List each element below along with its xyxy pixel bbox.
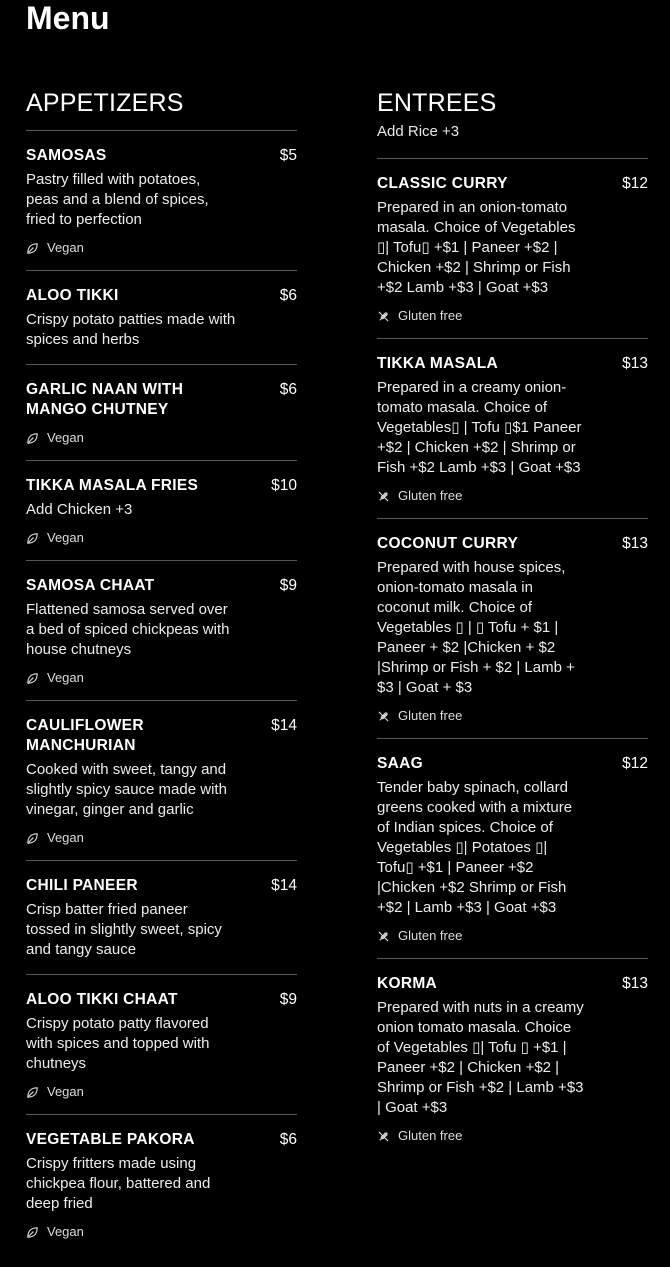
- dietary-tag: [377, 488, 648, 504]
- dietary-tag-label: Vegan: [47, 1224, 84, 1239]
- menu-item-name: COCONUT CURRY: [377, 535, 519, 552]
- menu-item-header: [26, 476, 297, 496]
- menu-item-description: Flattened samosa served over a bed of spiced chickpeas with house chutneys: [26, 601, 230, 658]
- page-title: Menu: [26, 0, 110, 36]
- dietary-tag-label: Gluten free: [398, 708, 463, 723]
- dietary-tag-label: Gluten free: [398, 488, 463, 503]
- menu-item-price: $14: [271, 877, 297, 894]
- menu-item: [377, 958, 648, 1158]
- menu-item-price: $12: [622, 755, 648, 772]
- menu-item-name: SAMOSA CHAAT: [26, 577, 155, 594]
- dietary-tag: [377, 928, 648, 944]
- leaf-icon: [26, 242, 47, 255]
- dietary-tag: [377, 308, 648, 324]
- menu-item-price: $13: [622, 355, 648, 372]
- menu-item-price: $14: [271, 717, 297, 734]
- menu-item-name: CHILI PANEER: [26, 877, 138, 894]
- menu-item-price: $5: [279, 147, 297, 164]
- leaf-icon: [26, 532, 47, 545]
- menu-item: [26, 700, 297, 860]
- menu-item-name: ALOO TIKKI: [26, 287, 119, 304]
- dietary-tag: [26, 670, 297, 686]
- menu-item-name: CAULIFLOWER MANCHURIAN: [26, 717, 144, 754]
- menu-item-description: Cooked with sweet, tangy and slightly spicy sauce made with vinegar, ginger and garlic: [26, 761, 227, 818]
- menu-item: [26, 130, 297, 270]
- leaf-icon: [26, 432, 47, 445]
- menu-item-name: KORMA: [377, 975, 438, 992]
- dietary-tag: [26, 530, 297, 546]
- menu-item-description: Crispy potato patty flavored with spices and topped with chutneys: [26, 1015, 210, 1072]
- menu-item-name: GARLIC NAAN WITH MANGO CHUTNEY: [26, 381, 184, 418]
- menu-item-description: Crisp batter fried paneer tossed in slightly sweet, spicy and tangy sauce: [26, 901, 222, 958]
- dietary-tag: [26, 430, 297, 446]
- menu-item-name: TIKKA MASALA: [377, 355, 498, 372]
- no-wheat-icon: [377, 490, 398, 503]
- menu-item: [26, 860, 297, 974]
- menu-item-header: [377, 354, 648, 374]
- menu-item-description: Prepared in an onion-tomato masala. Choice of Vegetables ▯| Tofu▯ +$1 | Paneer +$2 | Chicken +$2 | Shrimp or Fish +$2 Lamb +$3 | Goat +$3: [377, 199, 576, 296]
- section-note: Add Rice +3: [377, 123, 460, 140]
- no-wheat-icon: [377, 930, 398, 943]
- menu-item-header: [26, 716, 297, 756]
- menu-item-price: $9: [279, 577, 297, 594]
- section-title: APPETIZERS: [26, 89, 184, 117]
- dietary-tag: [26, 1084, 297, 1100]
- leaf-icon: [26, 1226, 47, 1239]
- menu-item-header: [377, 534, 648, 554]
- menu-item: [26, 560, 297, 700]
- appetizers-section: [26, 86, 297, 1254]
- menu-item-description: Tender baby spinach, collard greens cooked with a mixture of Indian spices. Choice of Vegetables ▯| Potatoes ▯| Tofu▯ +$1 | Paneer +$2 |Chicken +$2 Shrimp or Fish +$2 | Lamb +$3 | Goat +$3: [377, 779, 573, 916]
- menu-item-name: SAMOSAS: [26, 147, 107, 164]
- menu-item: [377, 158, 648, 338]
- leaf-icon: [26, 1086, 47, 1099]
- dietary-tag: [26, 1224, 297, 1240]
- menu-item-price: $6: [279, 381, 297, 398]
- no-wheat-icon: [377, 710, 398, 723]
- dietary-tag-label: Gluten free: [398, 928, 463, 943]
- dietary-tag-label: Gluten free: [398, 308, 463, 323]
- no-wheat-icon: [377, 1130, 398, 1143]
- menu-item-name: VEGETABLE PAKORA: [26, 1131, 195, 1148]
- menu-item: [377, 518, 648, 738]
- menu-item-header: [377, 974, 648, 994]
- dietary-tag-label: Vegan: [47, 830, 84, 845]
- menu-item-description: Prepared with nuts in a creamy onion tomato masala. Choice of Vegetables ▯| Tofu ▯ +$1 | Paneer +$2 | Chicken +$2 | Shrimp or Fish +$2 | Lamb +$3 | Goat +$3: [377, 999, 584, 1116]
- menu-item: [26, 974, 297, 1114]
- menu-item-price: $6: [279, 287, 297, 304]
- dietary-tag: [26, 830, 297, 846]
- dietary-tag-label: Gluten free: [398, 1128, 463, 1143]
- menu-item-description: Pastry filled with potatoes, peas and a blend of spices, fried to perfection: [26, 171, 209, 228]
- dietary-tag-label: Vegan: [47, 670, 84, 685]
- menu-item-price: $6: [279, 1131, 297, 1148]
- menu-item: [377, 738, 648, 958]
- menu-item: [26, 460, 297, 560]
- menu-item-header: [26, 380, 297, 420]
- menu-item-header: [26, 1130, 297, 1150]
- menu-item-list: [26, 130, 297, 1254]
- dietary-tag: [26, 240, 297, 256]
- leaf-icon: [26, 672, 47, 685]
- menu-item-price: $13: [622, 975, 648, 992]
- menu-item-list: [377, 158, 648, 1158]
- menu-item: [26, 364, 297, 460]
- menu-item-name: CLASSIC CURRY: [377, 175, 508, 192]
- dietary-tag-label: Vegan: [47, 530, 84, 545]
- menu-item-price: $9: [279, 991, 297, 1008]
- section-title: ENTREES: [377, 89, 497, 117]
- menu-item-description: Add Chicken +3: [26, 501, 133, 518]
- menu-item-name: TIKKA MASALA FRIES: [26, 477, 199, 494]
- menu-item-header: [26, 876, 297, 896]
- menu-item-header: [377, 754, 648, 774]
- menu-item-price: $13: [622, 535, 648, 552]
- dietary-tag-label: Vegan: [47, 240, 84, 255]
- menu-item-name: ALOO TIKKI CHAAT: [26, 991, 178, 1008]
- menu-item-description: Crispy fritters made using chickpea flour, battered and deep fried: [26, 1155, 211, 1212]
- dietary-tag-label: Vegan: [47, 1084, 84, 1099]
- menu-item: [26, 270, 297, 364]
- menu-item: [377, 338, 648, 518]
- menu-item-description: Prepared in a creamy onion-tomato masala. Choice of Vegetables▯ | Tofu ▯$1 Paneer +$2 | Chicken +$2 | Shrimp or Fish +$2 Lamb +$3 | Goat +$3: [377, 379, 582, 476]
- menu-item-price: $10: [271, 477, 297, 494]
- menu-item-header: [377, 174, 648, 194]
- menu-item-header: [26, 286, 297, 306]
- menu-item-header: [26, 576, 297, 596]
- menu-item-price: $12: [622, 175, 648, 192]
- leaf-icon: [26, 832, 47, 845]
- dietary-tag: [377, 708, 648, 724]
- menu-item-name: SAAG: [377, 755, 423, 772]
- menu-item-description: Crispy potato patties made with spices and herbs: [26, 311, 236, 348]
- menu-item-description: Prepared with house spices, onion-tomato masala in coconut milk. Choice of Vegetables ▯ | ▯ Tofu + $1 | Paneer + $2 |Chicken + $2 |Shrimp or Fish + $2 | Lamb + $3 | Goat + $3: [377, 559, 575, 696]
- no-wheat-icon: [377, 310, 398, 323]
- entrees-section: [377, 86, 648, 1158]
- menu-item: [26, 1114, 297, 1254]
- dietary-tag: [377, 1128, 648, 1144]
- dietary-tag-label: Vegan: [47, 430, 84, 445]
- menu-item-header: [26, 990, 297, 1010]
- menu-item-header: [26, 146, 297, 166]
